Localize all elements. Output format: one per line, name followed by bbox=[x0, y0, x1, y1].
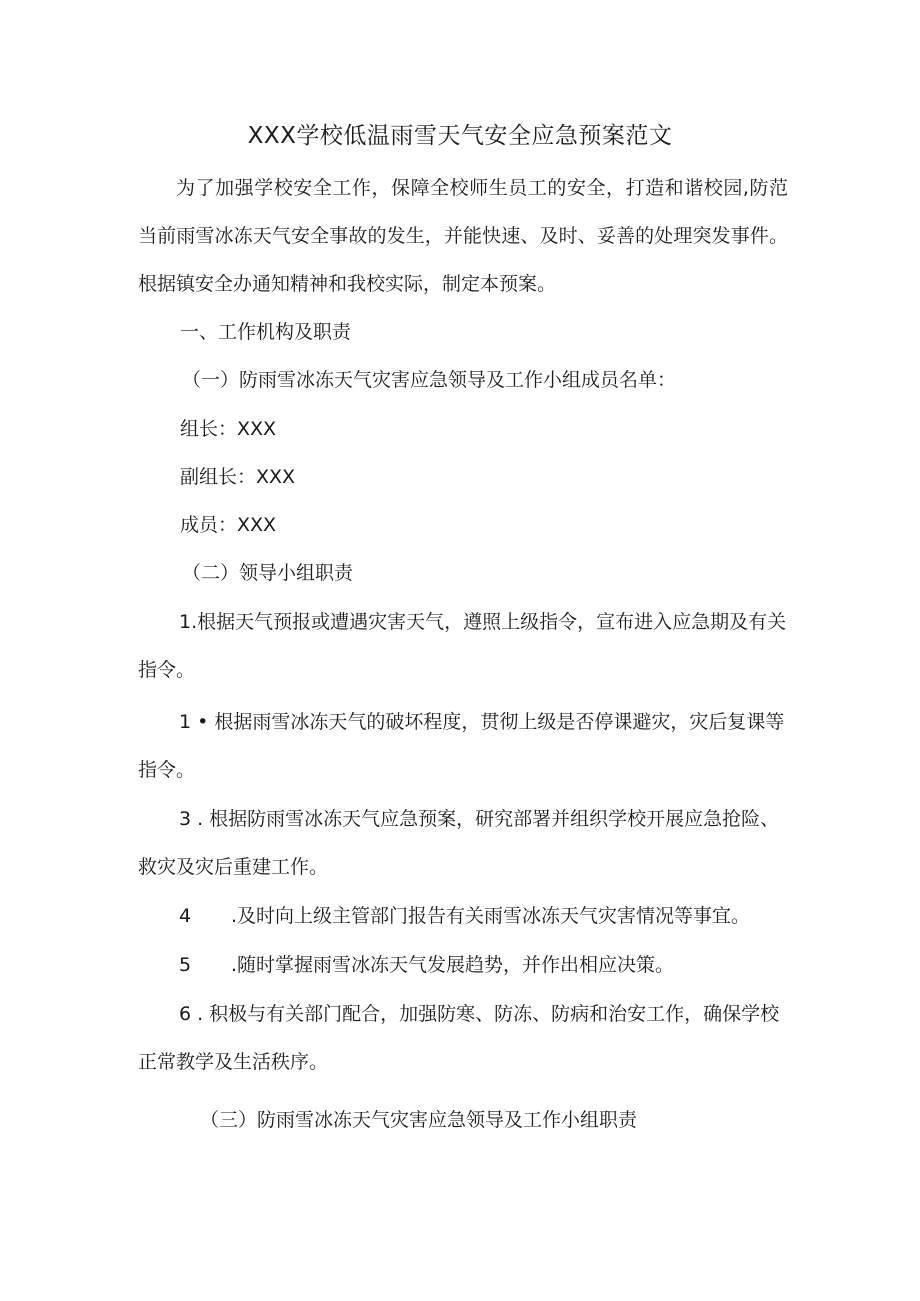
duty-number: 4 bbox=[179, 905, 192, 927]
intro-paragraph: 为了加强学校安全工作，保障全校师生员工的安全，打造和谐校园,防范当前雨雪冰冻天气安全事故的发生，并能快速、及时、妥善的处理突发事件。根据镇安全办通知精神和我校实际，制定本预案。 bbox=[138, 177, 788, 295]
subsection-heading-group-duties: （三）防雨雪冰冻天气灾害应急领导及工作小组职责 bbox=[200, 1109, 638, 1131]
member-role: 组长： bbox=[180, 418, 238, 440]
duty-text: .随时掌握雨雪冰冻天气发展趋势，并作出相应决策。 bbox=[231, 954, 675, 976]
duty-text: 根据防雨雪冰冻天气应急预案，研究部署并组织学校开展应急抢险、救灾及灾后重建工作。 bbox=[138, 808, 780, 878]
member-name: XXX bbox=[256, 466, 296, 488]
member-line-deputy bbox=[180, 453, 295, 501]
subsection-heading-duties: （二）领导小组职责 bbox=[182, 562, 354, 584]
duty-item bbox=[138, 990, 788, 1086]
document-title: XXX学校低温雨雪天气安全应急预案范文 bbox=[247, 123, 673, 149]
member-line-leader bbox=[180, 405, 276, 453]
subsection-heading-members: （一）防雨雪冰冻天气灾害应急领导及工作小组成员名单： bbox=[182, 369, 677, 391]
duty-item bbox=[138, 795, 788, 891]
duty-item bbox=[138, 598, 788, 694]
duty-text: 根据雨雪冰冻天气的破坏程度，贯彻上级是否停课避灾，灾后复课等指令。 bbox=[138, 711, 785, 781]
duty-number: 1. bbox=[179, 611, 198, 633]
duty-number: 5 bbox=[179, 954, 192, 976]
duty-text: 积极与有关部门配合，加强防寒、防冻、防病和治安工作，确保学校正常教学及生活秩序。 bbox=[138, 1003, 780, 1073]
duty-text: 根据天气预报或遭遇灾害天气，遵照上级指令，宣布进入应急期及有关指令。 bbox=[138, 611, 787, 681]
duty-item bbox=[138, 941, 788, 989]
member-name: XXX bbox=[237, 418, 277, 440]
duty-number: 3 . bbox=[179, 808, 204, 830]
duty-number: 6 . bbox=[179, 1003, 204, 1025]
duty-item bbox=[138, 698, 788, 794]
member-role: 副组长： bbox=[180, 466, 257, 488]
member-name: XXX bbox=[237, 514, 277, 536]
duty-text: .及时向上级主管部门报告有关雨雪冰冻天气灾害情况等事宜。 bbox=[231, 905, 751, 927]
section-heading: 一、工作机构及职责 bbox=[180, 321, 352, 343]
member-line-members bbox=[180, 501, 276, 549]
member-role: 成员： bbox=[180, 514, 238, 536]
duty-number: 1 • bbox=[179, 711, 209, 733]
duty-item bbox=[138, 892, 788, 940]
